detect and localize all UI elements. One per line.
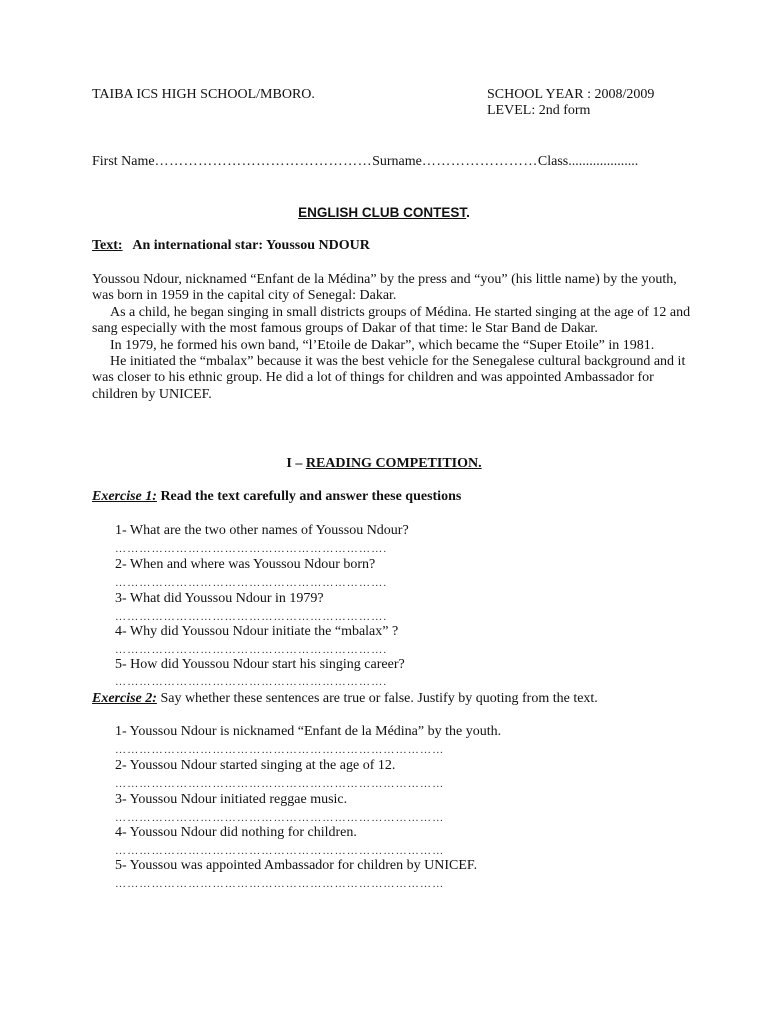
text-label: Text: [92, 238, 123, 253]
class-label: Class [537, 154, 569, 169]
paragraph-2: As a child, he began singing in small districts groups of Médina. He started singing at the age of 12 and sang especially with the most famous groups of Dakar of that time: le Star Band de Dakar. [92, 304, 691, 337]
ex2-question-1: 1- Youssou Ndour is nicknamed “Enfant de la Médina” by the youth. [115, 724, 502, 739]
ex1-answer-line-4[interactable]: …………………………………………………………. [115, 644, 388, 656]
ex1-question-5: 5- How did Youssou Ndour start his singing career? [115, 657, 405, 672]
exercise-1-heading [92, 489, 461, 505]
school-year: SCHOOL YEAR : 2008/2009 [487, 87, 655, 102]
exercise-1-label: Exercise 1: [92, 489, 157, 504]
ex1-question-2: 2- When and where was Youssou Ndour born? [115, 557, 376, 572]
ex2-answer-line-1[interactable]: ……………………………………………………………………… [115, 744, 445, 756]
contest-title-text: ENGLISH CLUB CONTEST [298, 205, 467, 220]
ex2-answer-line-3[interactable]: ……………………………………………………………………… [115, 812, 445, 824]
ex1-answer-line-1[interactable]: …………………………………………………………. [115, 543, 388, 555]
school-name: TAIBA ICS HIGH SCHOOL/MBORO. [92, 87, 315, 102]
ex2-answer-line-4[interactable]: ……………………………………………………………………… [115, 845, 445, 857]
text-title: An international star: Youssou NDOUR [132, 238, 370, 253]
section-prefix: I – [286, 456, 306, 471]
ex2-answer-line-2[interactable]: ……………………………………………………………………… [115, 778, 445, 790]
ex2-question-2: 2- Youssou Ndour started singing at the age of 12. [115, 758, 396, 773]
ex2-question-3: 3- Youssou Ndour initiated reggae music. [115, 792, 348, 807]
exercise-2-heading [92, 691, 598, 707]
ex2-question-4: 4- Youssou Ndour did nothing for children. [115, 825, 357, 840]
ex2-answer-line-5[interactable]: ……………………………………………………………………… [115, 878, 445, 890]
section-title: READING COMPETITION. [305, 456, 482, 471]
surname-label: Surname [372, 154, 422, 169]
ex1-question-3: 3- What did Youssou Ndour in 1979? [115, 591, 324, 606]
ex1-question-4: 4- Why did Youssou Ndour initiate the “mbalax” ? [115, 624, 399, 639]
contest-title-period: . [466, 205, 470, 220]
exercise-2-instruction: Say whether these sentences are true or false. Justify by quoting from the text. [156, 691, 598, 706]
paragraph-4: He initiated the “mbalax” because it was the best vehicle for the Senegalese cultural background and it was closer to his ethnic group. He did a lot of things for children and was appointed Ambassador for children by UNICEF. [92, 354, 686, 402]
first-name-label: First Name [92, 154, 155, 169]
paragraph-1: Youssou Ndour, nicknamed “Enfant de la Médina” by the press and “you” (his little name) by the youth, was born in 1959 in the capital city of Senegal: Dakar. [92, 272, 677, 304]
class-field[interactable]: .................... [568, 154, 639, 169]
exercise-2-label: Exercise 2: [92, 691, 157, 706]
ex1-answer-line-3[interactable]: …………………………………………………………. [115, 611, 388, 623]
exercise-1-instruction: Read the text carefully and answer these questions [156, 489, 462, 504]
section-heading [0, 456, 768, 472]
paragraph-3: In 1979, he formed his own band, “l’Etoile de Dakar”, which became the “Super Etoile” in 1981. [110, 337, 655, 353]
ex1-answer-line-5[interactable]: …………………………………………………………. [115, 676, 388, 688]
surname-field[interactable]: …………………… [421, 154, 538, 169]
reading-text [92, 272, 692, 403]
text-heading [92, 238, 370, 254]
ex1-answer-line-2[interactable]: …………………………………………………………. [115, 577, 388, 589]
first-name-field[interactable]: ……………………………………… [154, 154, 373, 169]
student-fields [92, 154, 638, 170]
level: LEVEL: 2nd form [487, 103, 591, 118]
ex1-question-1: 1- What are the two other names of Youssou Ndour? [115, 523, 409, 538]
ex2-question-5: 5- Youssou was appointed Ambassador for children by UNICEF. [115, 858, 478, 873]
contest-title [0, 205, 768, 220]
